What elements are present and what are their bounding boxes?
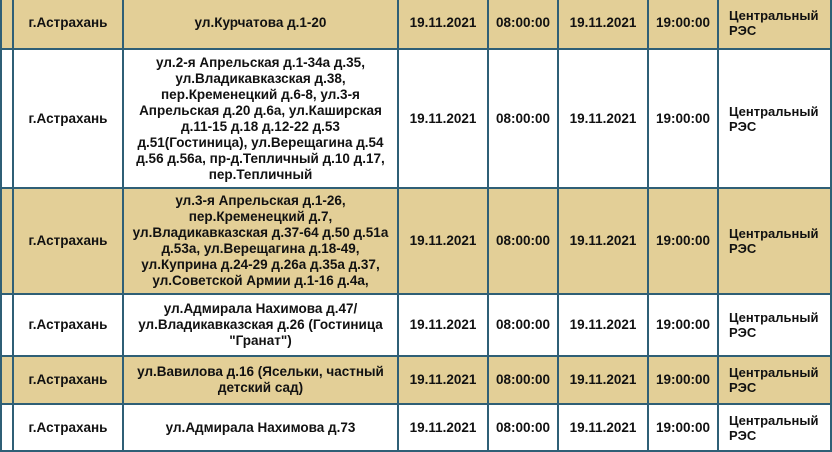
city-cell: [13, 49, 123, 188]
start-time-text: 08:00:00: [495, 372, 551, 387]
address-text: ул.Адмирала Нахимова д.73: [165, 419, 356, 435]
address-cell: [123, 356, 398, 404]
res-text: Центральный РЭС: [729, 365, 819, 395]
table-row: [1, 49, 831, 188]
res-cell: [718, 294, 831, 356]
city-text: г.Астрахань: [28, 317, 108, 332]
end-time-text: 19:00:00: [655, 110, 711, 126]
end-date-cell: [558, 49, 648, 188]
start-time-text: 08:00:00: [495, 110, 551, 126]
end-time-cell: [648, 294, 718, 356]
end-time-text: 19:00:00: [655, 317, 711, 332]
res-text: Центральный РЭС: [729, 310, 819, 340]
city-cell: [13, 188, 123, 294]
start-time-cell: [488, 0, 558, 49]
start-time-text: 08:00:00: [495, 317, 551, 332]
address-cell: [123, 0, 398, 49]
city-text: г.Астрахань: [28, 15, 108, 30]
start-time-text: 08:00:00: [495, 233, 551, 248]
start-date-text: 19.11.2021: [409, 372, 477, 387]
start-date-cell: [398, 356, 488, 404]
end-time-cell: [648, 356, 718, 404]
end-date-text: 19.11.2021: [569, 233, 637, 248]
end-date-cell: [558, 356, 648, 404]
start-time-cell: [488, 294, 558, 356]
start-date-cell: [398, 188, 488, 294]
address-cell: [123, 294, 398, 356]
res-cell: [718, 356, 831, 404]
end-time-cell: [648, 0, 718, 49]
start-date-text: 19.11.2021: [409, 419, 477, 435]
start-date-cell: [398, 49, 488, 188]
end-time-text: 19:00:00: [655, 419, 711, 435]
address-cell: [123, 188, 398, 294]
res-cell: [718, 0, 831, 49]
end-date-cell: [558, 188, 648, 294]
start-time-cell: [488, 188, 558, 294]
address-text: ул.Вавилова д.16 (Ясельки, частный детский сад): [137, 364, 384, 395]
address-text: ул.Адмирала Нахимова д.47/ ул.Владикавказская д.26 (Гостиница "Гранат"): [138, 301, 383, 348]
start-date-cell: [398, 404, 488, 451]
end-date-text: 19.11.2021: [569, 110, 637, 126]
res-text: Центральный РЭС: [729, 226, 819, 256]
address-cell: [123, 49, 398, 188]
address-cell: [123, 404, 398, 451]
address-text: ул.2-я Апрельская д.1-34а д.35, ул.Владикавказская д.38, пер.Кременецкий д.6-8, ул.3-я Апрельская д.20 д.6а, ул.Каширская д.11-15 д.18 д.12-22 д.53 д.51(Гостиница), ул.Верещагина д.54 д.56 д.56а, пр-д.Тепличный д.10 д.17, пер.Тепличный: [136, 54, 385, 182]
res-text: Центральный РЭС: [729, 8, 819, 38]
city-cell: [13, 0, 123, 49]
table-row: [1, 356, 831, 404]
start-date-text: 19.11.2021: [409, 233, 477, 248]
end-date-text: 19.11.2021: [569, 372, 637, 387]
city-cell: [13, 294, 123, 356]
row-edge-cell: [1, 0, 13, 49]
res-text: Центральный РЭС: [729, 103, 819, 134]
city-cell: [13, 356, 123, 404]
city-text: г.Астрахань: [28, 233, 108, 248]
table-row: [1, 294, 831, 356]
address-text: ул.Курчатова д.1-20: [194, 15, 327, 30]
start-date-text: 19.11.2021: [409, 15, 477, 30]
start-date-text: 19.11.2021: [409, 317, 477, 332]
row-edge-cell: [1, 356, 13, 404]
row-edge-cell: [1, 404, 13, 451]
res-cell: [718, 188, 831, 294]
start-date-text: 19.11.2021: [409, 110, 477, 126]
end-date-text: 19.11.2021: [569, 317, 637, 332]
start-time-cell: [488, 49, 558, 188]
end-time-cell: [648, 404, 718, 451]
end-date-cell: [558, 404, 648, 451]
start-date-cell: [398, 294, 488, 356]
end-time-text: 19:00:00: [655, 372, 711, 387]
city-text: г.Астрахань: [28, 419, 108, 435]
table-row: [1, 404, 831, 451]
end-date-cell: [558, 0, 648, 49]
row-edge-cell: [1, 49, 13, 188]
start-time-text: 08:00:00: [495, 419, 551, 435]
address-text: ул.3-я Апрельская д.1-26, пер.Кременецкий д.7, ул.Владикавказская д.37-64 д.50 д.51а д.53а, ул.Верещагина д.18-49, ул.Куприна д.24-29 д.26а д.35а д.37, ул.Советской Армии д.1-16 д.4а,: [132, 193, 389, 288]
row-edge-cell: [1, 294, 13, 356]
res-cell: [718, 49, 831, 188]
start-time-text: 08:00:00: [495, 15, 551, 30]
end-time-text: 19:00:00: [655, 233, 711, 248]
start-date-cell: [398, 0, 488, 49]
end-time-cell: [648, 49, 718, 188]
city-cell: [13, 404, 123, 451]
table-row: [1, 0, 831, 49]
end-date-text: 19.11.2021: [569, 15, 637, 30]
city-text: г.Астрахань: [28, 110, 108, 126]
res-text: Центральный РЭС: [729, 412, 819, 443]
city-text: г.Астрахань: [28, 372, 108, 387]
end-date-cell: [558, 294, 648, 356]
end-date-text: 19.11.2021: [569, 419, 637, 435]
end-time-cell: [648, 188, 718, 294]
start-time-cell: [488, 404, 558, 451]
end-time-text: 19:00:00: [655, 15, 711, 30]
start-time-cell: [488, 356, 558, 404]
row-edge-cell: [1, 188, 13, 294]
res-cell: [718, 404, 831, 451]
table-row: [1, 188, 831, 294]
